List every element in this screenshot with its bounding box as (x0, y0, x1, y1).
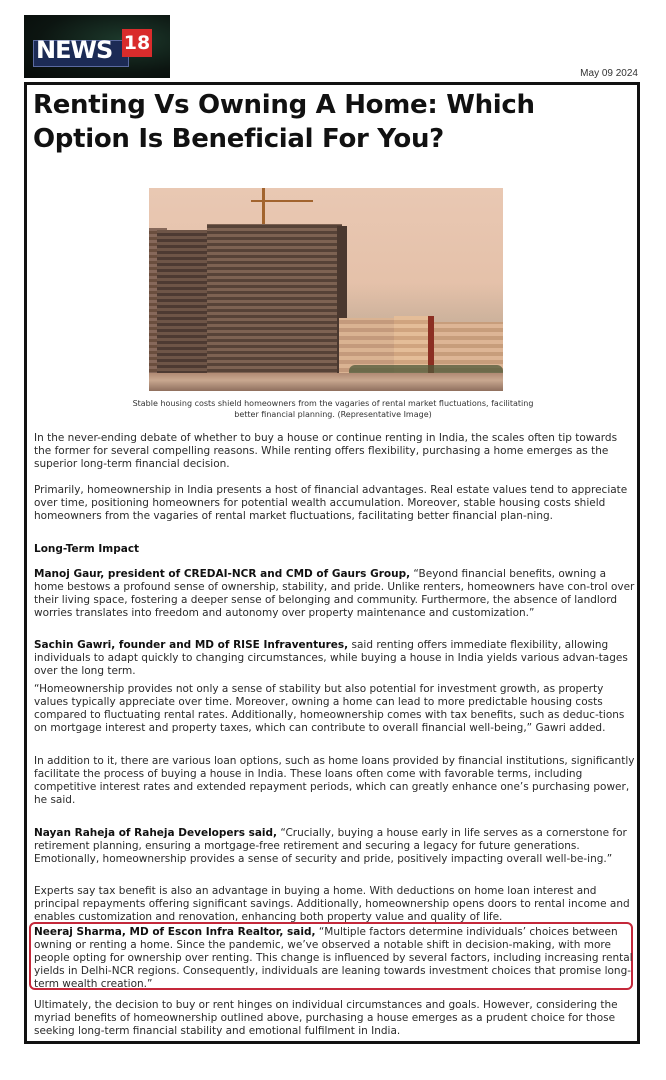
paragraph: In addition to it, there are various loan options, such as home loans provided by financial institutions, significantly facilitate the process of buying a house in India. These loans often come with favorable terms, including competitive interest rates and extended repayment periods, which can greatly enhance one’s purchasing power, he said. (34, 755, 635, 806)
quote-paragraph (34, 827, 636, 866)
paragraph: “Homeownership provides not only a sense of stability but also potential for investment growth, as property values typically appreciate over time. Moreover, owning a home can lead to more predictable housing costs compared to fluctuating rental rates. Additionally, homeownership comes with tax benefits, such as deduc-tions on mortgage interest and property taxes, which can contribute to overall financial well-being,” Gawri added. (34, 683, 625, 734)
quote-text: “Crucially, buying a house early in life serves as a cornerstone for retirement planning, ensuring a mortgage-free retirement and securing a legacy for future generations. Emotionally, homeownership provides a sense of security and pride, positively impacting overall well-be-ing.” (34, 827, 627, 865)
tower-building (207, 224, 342, 384)
article-image (149, 188, 503, 391)
speaker-name: Manoj Gaur, president of CREDAI-NCR and CMD of Gaurs Group, (34, 568, 411, 580)
crane-jib (251, 200, 313, 202)
logo-number: 18 (122, 29, 152, 57)
crane-mast (262, 188, 265, 228)
quote-paragraph (34, 639, 636, 678)
paragraph: Ultimately, the decision to buy or rent hinges on individual circumstances and goals. However, considering the myriad benefits of homeownership outlined above, purchasing a house emerges as a prudent choice for those seeking long-term financial stability and emotional fulfilment in India. (34, 999, 618, 1037)
speaker-name: Neeraj Sharma, MD of Escon Infra Realtor, said, (34, 926, 316, 938)
image-caption: Stable housing costs shield homeowners from the vagaries of rental market fluctuations, facilitating better financial planning. (Representative Image) (132, 399, 534, 419)
highlighted-quote-paragraph (34, 926, 636, 991)
publish-date: May 09 2024 (580, 68, 638, 79)
logo-word: NEWS (36, 36, 113, 64)
section-subheading: Long-Term Impact (34, 543, 140, 555)
tower-building (157, 230, 212, 380)
quote-text: “Beyond financial benefits, owning a home bestows a profound sense of ownership, stability, and pride. Unlike renters, homeowners have con-trol over their living space, fostering a deeper sense of belonging and community. Furthermore, the absence of landlord worries translates into freedom and autonomy over property maintenance and customization.” (34, 568, 635, 619)
paragraph: In the never-ending debate of whether to buy a house or continue renting in India, the scales often tip towards the former for several compelling reasons. While renting offers flexibility, purchasing a home emerges as the superior long-term financial decision. (34, 432, 618, 470)
low-rise-houses (149, 373, 503, 391)
paragraph: Primarily, homeownership in India presents a host of financial advantages. Real estate values tend to appreciate over time, positioning homeowners for potential wealth accumulation. Moreover, stable housing costs shield homeowners from the vagaries of rental market fluctuations, facilitating better financial plan-ning. (34, 484, 628, 522)
quote-text: said renting offers immediate flexibility, allowing individuals to adapt quickly to changing circumstances, while buying a house in India yields various advan-tages over the long term. (34, 639, 628, 677)
speaker-name: Sachin Gawri, founder and MD of RISE Infraventures, (34, 639, 349, 651)
quote-text: “Multiple factors determine individuals’ choices between owning or renting a home. Since the pandemic, we’ve observed a notable shift in decision-making, with more people opting for ownership over renting. This change is influenced by several factors, including increasing rental yields in Delhi-NCR regions. Consequently, individuals are leaning towards investment choices that promise long-term wealth creation.” (34, 926, 633, 990)
quote-paragraph (34, 568, 636, 620)
news18-logo (24, 15, 170, 78)
article-title: Renting Vs Owning A Home: Which Option Is Beneficial For You? (33, 90, 535, 154)
speaker-name: Nayan Raheja of Raheja Developers said, (34, 827, 278, 839)
paragraph: Experts say tax benefit is also an advantage in buying a home. With deductions on home loan interest and principal repayments offering significant savings. Additionally, homeownership opens doors to rental income and enables customization and renovation, enhancing both property value and quality of life. (34, 885, 630, 923)
